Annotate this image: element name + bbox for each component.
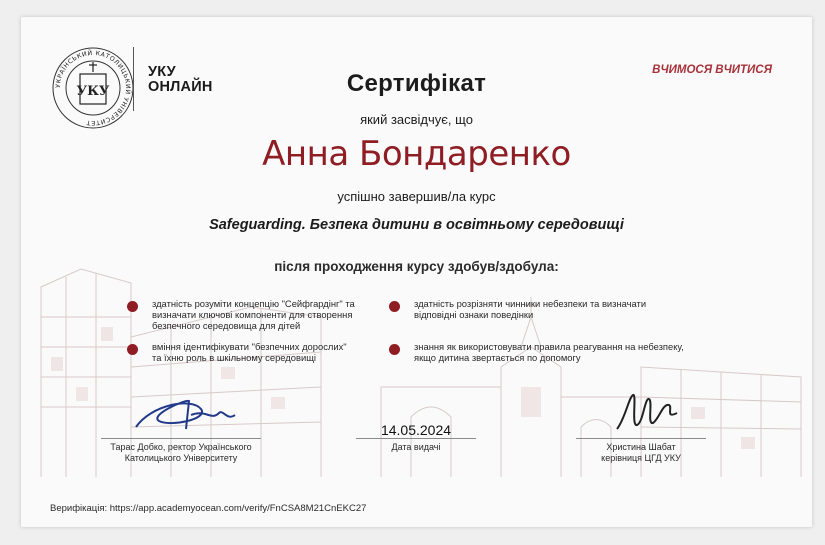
brand-line-2: ОНЛАЙН xyxy=(148,79,213,95)
rector-caption xyxy=(81,442,281,464)
bullet-icon xyxy=(389,344,400,355)
skill-text: здатність розуміти концепцію "Сейфгардінг" та визначати ключові компоненти для створення безпечного середовища для дітей xyxy=(152,298,355,331)
rector-role: Католицького Університету xyxy=(124,453,238,463)
course-title: Safeguarding. Безпека дитини в освітньому середовищі xyxy=(209,217,624,233)
skill-item xyxy=(389,298,689,320)
certificate-title: Сертифікат xyxy=(346,70,487,97)
skill-text: знання як використовувати правила реагування на небезпеку, якщо дитина звертається по допомогу xyxy=(414,341,684,363)
svg-text:УКРАЇНСЬКИЙ КАТОЛИЦЬКИЙ УНІВЕР: УКРАЇНСЬКИЙ КАТОЛИЦЬКИЙ УНІВЕРСИТЕТ xyxy=(54,49,132,127)
brand-line-1: УКУ xyxy=(148,64,176,80)
bullet-icon xyxy=(127,344,138,355)
verification-link[interactable]: Верифікація: https://app.academyocean.com/verify/FnCSA8M21CnEKC27 xyxy=(50,503,367,514)
issue-date: 14.05.2024 xyxy=(380,422,452,438)
signature-line xyxy=(576,438,706,439)
director-name: Христина Шабат xyxy=(606,442,676,452)
skill-item xyxy=(127,341,357,363)
recipient-name: Анна Бондаренко xyxy=(262,134,571,174)
bullet-icon xyxy=(389,301,400,312)
rector-signature xyxy=(131,395,241,435)
svg-text:УКУ: УКУ xyxy=(76,84,110,99)
director-role: керівниця ЦГД УКУ xyxy=(601,453,681,463)
skill-item xyxy=(127,298,357,331)
date-line xyxy=(356,438,476,439)
completed-text: успішно завершив/ла курс xyxy=(337,189,496,204)
date-label: Дата видачі xyxy=(391,442,441,452)
bullet-icon xyxy=(127,301,138,312)
director-signature xyxy=(611,389,681,435)
director-caption xyxy=(561,442,721,464)
rector-name: Тарас Добко, ректор Українського xyxy=(110,442,252,452)
skill-text: здатність розрізняти чинники небезпеки та визначати відповідні ознаки поведінки xyxy=(414,298,647,320)
skills-heading: після проходження курсу здобув/здобула: xyxy=(274,259,559,274)
certificate-subtitle: який засвідчує, що xyxy=(360,112,473,127)
certificate xyxy=(21,17,812,527)
signature-line xyxy=(101,438,261,439)
motto: ВЧИМОСЯ ВЧИТИСЯ xyxy=(652,64,772,76)
skill-item xyxy=(389,341,689,363)
skill-text: вміння ідентифікувати "безпечних дорослих" та їхню роль в шкільному середовищі xyxy=(152,341,347,363)
